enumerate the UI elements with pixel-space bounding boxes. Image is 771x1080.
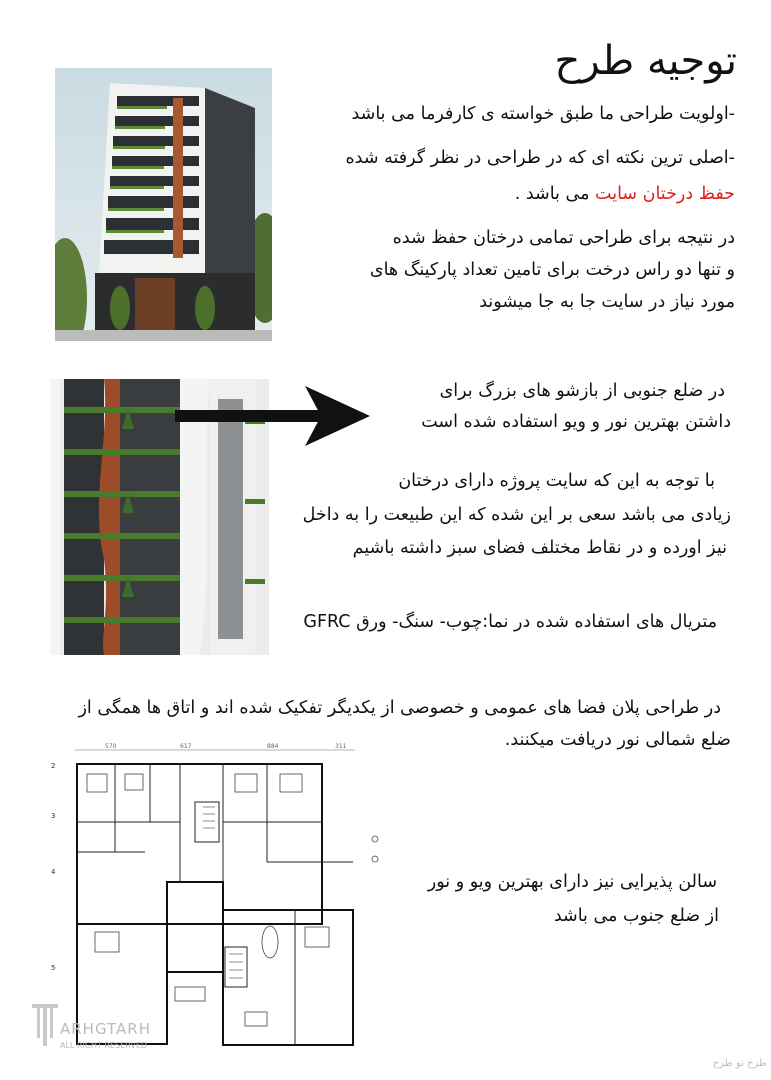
nature-paragraph-line1: با توجه به این که سایت پروژه دارای درختان [398,471,715,491]
south-openings-line2: داشتن بهترین نور و ویو استفاده شده است [421,412,731,432]
grid-label-4: 4 [51,868,56,876]
nature-paragraph-line3: نیز اورده و در نقاط مختلف فضای سبز داشته باشیم [352,538,727,558]
plan-dim-4: 311 [335,743,347,750]
plan-description-line2: ضلع شمالی نور دریافت میکنند. [504,730,731,750]
south-openings-line1: در ضلع جنوبی از بازشو های بزرگ برای [439,381,725,401]
logo-name: ARHGTARH [60,1020,152,1038]
plan-dim-2: 617 [180,743,192,750]
arhgtarh-logo [30,996,180,1056]
plan-dim-1: 570 [105,743,117,750]
trees-paragraph-line2: و تنها دو راس درخت برای تامین تعداد پارکینگ های [369,260,735,280]
logo-tagline: ALL RIGHT RESERVED [60,1041,148,1050]
main-point-text-cont: حفظ درختان سایت می باشد . [514,184,735,204]
trees-paragraph-line1: در نتیجه برای طراحی تمامی درختان حفظ شده [392,228,735,248]
design-priority-text: -اولویت طراحی ما طبق خواسته ی کارفرما می باشد [351,104,735,124]
living-room-line1: سالن پذیرایی نیز دارای بهترین ویو و نور [427,872,717,892]
watermark-text: طرح تو طرح [712,1058,767,1069]
grid-label-5: 5 [51,964,56,972]
nature-paragraph-line2: زیادی می باشد سعی بر این شده که این طبیعت را به داخل [302,505,731,525]
plan-description-line1: در طراحی پلان فضا های عمومی و خصوصی از یکدیگر تفکیک شده اند و اتاق ها همگی از [78,698,721,718]
trees-paragraph-line3: مورد نیاز در سایت جا به جا میشوند [479,292,735,312]
plan-dim-3: 884 [267,743,279,750]
arrow-right-icon [175,382,370,452]
grid-label-3: 3 [51,812,56,820]
building-render-front [55,68,272,341]
grid-label-2: 2 [51,762,56,770]
main-point-text: -اصلی ترین نکته ای که در طراحی در نظر گرفته شده [345,148,735,168]
tree-preservation-highlight: حفظ درختان سایت [595,184,735,204]
living-room-line2: از ضلع جنوب می باشد [553,906,719,926]
page-title: توجیه طرح [554,38,737,84]
materials-text: متریال های استفاده شده در نما:چوب- سنگ- ورق GFRC [303,612,717,632]
